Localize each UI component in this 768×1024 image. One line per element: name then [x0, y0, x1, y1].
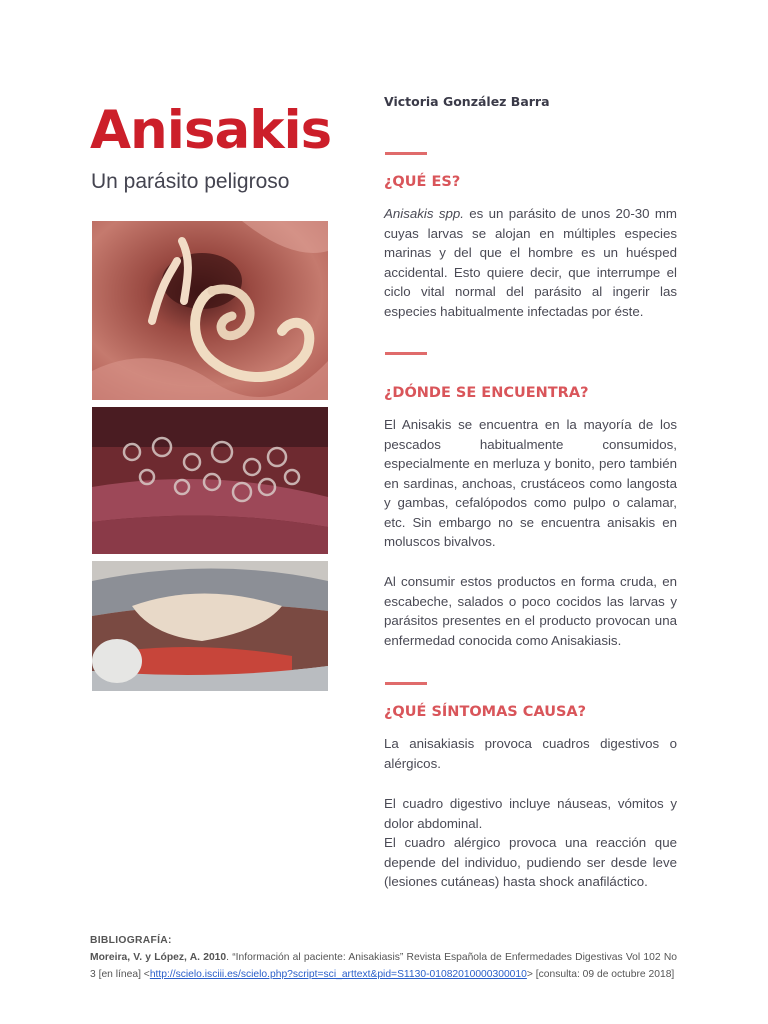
section-divider — [385, 682, 427, 685]
italic-term: Anisakis spp. — [384, 206, 464, 221]
section-divider — [385, 352, 427, 355]
bibliography-link[interactable]: http://scielo.isciii.es/scielo.php?script=sci_arttext&pid=S1130-01082010000300010 — [149, 969, 527, 980]
section-heading-sintomas: ¿QUÉ SÍNTOMAS CAUSA? — [384, 704, 587, 720]
endoscopy-photo — [92, 221, 328, 400]
larvae-photo — [92, 407, 328, 554]
section-paragraph: El cuadro alérgico provoca una reacción que depende del individuo, pudiendo ser desde leve (lesiones cutáneas) hasta shock anafiláctico. — [384, 835, 677, 889]
section-paragraph: La anisakiasis provoca cuadros digestivos o alérgicos. — [384, 736, 677, 771]
section-paragraph: Al consumir estos productos en forma cruda, en escabeche, salados o poco cocidos las larvas y parásitos presentes en el producto provocan una enfermedad conocida como Anisakiasis. — [384, 574, 677, 648]
fish-photo — [92, 561, 328, 691]
page-subtitle: Un parásito peligroso — [91, 170, 290, 193]
section-divider — [385, 152, 427, 155]
bibliography — [90, 932, 677, 983]
author-name: Victoria González Barra — [384, 94, 550, 109]
section-heading-donde: ¿DÓNDE SE ENCUENTRA? — [384, 385, 589, 401]
section-heading-que-es: ¿QUÉ ES? — [384, 174, 461, 190]
page-title: Anisakis — [90, 100, 332, 161]
bibliography-label: BIBLIOGRAFÍA: — [90, 935, 172, 946]
bibliography-entry: Moreira, V. y López, A. 2010. “Información al paciente: Anisakiasis” Revista Española de Enfermedades Digestivas Vol 102 No 3 [en línea] <http://scielo.isciii.es/scielo.php?script=sci_arttext&pid=S1130-01082010000300010> [consulta: 09 de octubre 2018] — [90, 952, 677, 980]
section-paragraph: El Anisakis se encuentra en la mayoría de los pescados habitualmente consumidos, especialmente en merluza y bonito, pero también en sardinas, anchoas, crustáceos como langosta y gambas, cefalópodos como pulpo o calamar, etc. Sin embargo no se encuentra anisakis en moluscos bivalvos. — [384, 417, 677, 549]
section-paragraph: Anisakis spp. es un parásito de unos 20-30 mm cuyas larvas se alojan en múltiples especies marinas y del que el hombre es un huésped accidental. Esto quiere decir, que interrumpe el ciclo vital normal del parásito al ingerir las especies habitualmente infectadas por éste. — [384, 206, 677, 319]
section-paragraph: El cuadro digestivo incluye náuseas, vómitos y dolor abdominal. — [384, 796, 677, 831]
